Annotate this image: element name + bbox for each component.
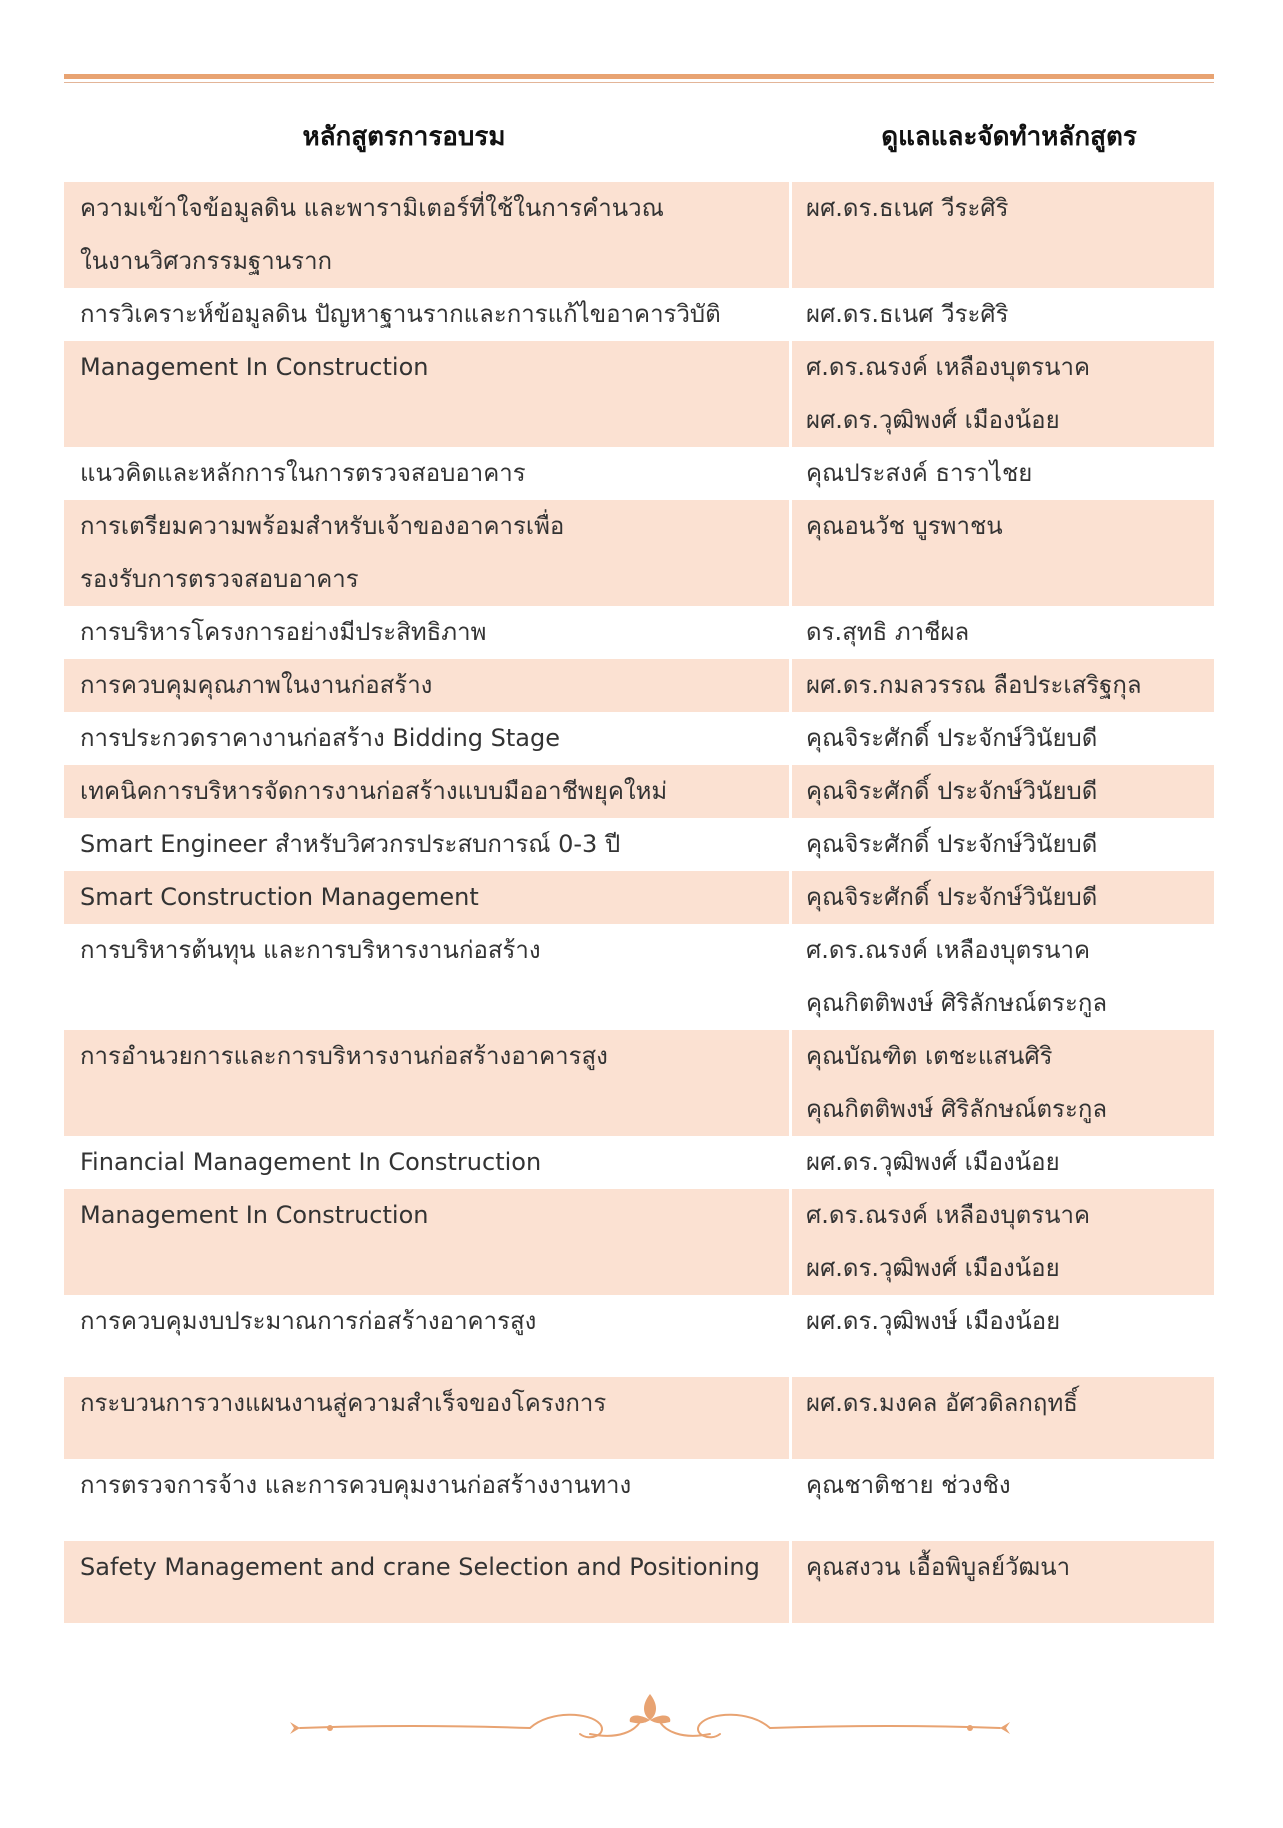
owner-cell	[792, 447, 1214, 500]
table-row	[64, 1541, 1214, 1623]
owner-cell	[792, 818, 1214, 871]
course-cell	[64, 1030, 792, 1136]
owner-cell	[792, 924, 1214, 1030]
table-body	[64, 182, 1214, 1623]
owner-line: คุณชาติชาย ช่วงชิง	[806, 1471, 1011, 1499]
course-cell	[64, 1459, 792, 1541]
owner-line: คุณประสงค์ ธาราไชย	[806, 459, 1033, 487]
table-row	[64, 447, 1214, 500]
course-line: ความเข้าใจข้อมูลดิน และพารามิเตอร์ที่ใช้ในการคำนวณ	[80, 194, 664, 222]
owner-line: ผศ.ดร.วุฒิพงษ์ เมืองน้อย	[806, 1307, 1061, 1335]
course-line: Smart Construction Management	[80, 883, 479, 911]
owner-line: ผศ.ดร.มงคล อัศวดิลกฤทธิ์	[806, 1389, 1078, 1417]
top-rule	[64, 74, 1214, 79]
owner-cell	[792, 659, 1214, 712]
owner-cell	[792, 182, 1214, 288]
table-row	[64, 1136, 1214, 1189]
owner-cell	[792, 1295, 1214, 1377]
course-line: รองรับการตรวจสอบอาคาร	[80, 565, 359, 593]
course-line: การตรวจการจ้าง และการควบคุมงานก่อสร้างงานทาง	[80, 1471, 632, 1499]
owner-cell	[792, 1030, 1214, 1136]
owner-cell	[792, 1541, 1214, 1623]
owner-line: คุณจิระศักดิ์ ประจักษ์วินัยบดี	[806, 883, 1098, 911]
header-course: หลักสูตรการอบรม	[302, 121, 506, 152]
course-line: การเตรียมความพร้อมสำหรับเจ้าของอาคารเพื่อ	[80, 512, 565, 540]
course-cell	[64, 1189, 792, 1295]
course-table	[64, 90, 1214, 1623]
course-line: Financial Management In Construction	[80, 1148, 542, 1176]
owner-line: ศ.ดร.ณรงค์ เหลืองบุตรนาค	[806, 936, 1091, 964]
owner-line: ดร.สุทธิ ภาชีผล	[806, 618, 970, 646]
owner-line: ผศ.ดร.วุฒิพงศ์ เมืองน้อย	[806, 1254, 1060, 1282]
course-cell	[64, 1295, 792, 1377]
owner-line: ผศ.ดร.ธเนศ วีระศิริ	[806, 300, 1009, 328]
course-cell	[64, 1377, 792, 1459]
table-row	[64, 1030, 1214, 1136]
owner-line: ผศ.ดร.วุฒิพงศ์ เมืองน้อย	[806, 1148, 1060, 1176]
table-row	[64, 871, 1214, 924]
course-line: การบริหารต้นทุน และการบริหารงานก่อสร้าง	[80, 936, 541, 964]
owner-line: คุณจิระศักดิ์ ประจักษ์วินัยบดี	[806, 777, 1098, 805]
course-line: Safety Management and crane Selection and Positioning	[80, 1553, 760, 1581]
course-line: การบริหารโครงการอย่างมีประสิทธิภาพ	[80, 618, 487, 646]
course-cell	[64, 341, 792, 447]
course-cell	[64, 447, 792, 500]
course-cell	[64, 606, 792, 659]
course-cell	[64, 818, 792, 871]
owner-cell	[792, 871, 1214, 924]
owner-cell	[792, 1189, 1214, 1295]
course-line: ในงานวิศวกรรมฐานราก	[80, 247, 333, 275]
table-row	[64, 1295, 1214, 1377]
owner-cell	[792, 1136, 1214, 1189]
table-row	[64, 659, 1214, 712]
course-line: การวิเคราะห์ข้อมูลดิน ปัญหาฐานรากและการแก้ไขอาคารวิบัติ	[80, 300, 721, 328]
course-line: Smart Engineer สำหรับวิศวกรประสบการณ์ 0-3 ปี	[80, 830, 621, 858]
course-line: การควบคุมงบประมาณการก่อสร้างอาคารสูง	[80, 1307, 537, 1335]
owner-line: คุณจิระศักดิ์ ประจักษ์วินัยบดี	[806, 724, 1098, 752]
course-line: การประกวดราคางานก่อสร้าง Bidding Stage	[80, 724, 561, 752]
owner-cell	[792, 606, 1214, 659]
course-line: การอำนวยการและการบริหารงานก่อสร้างอาคารสูง	[80, 1042, 608, 1070]
owner-cell	[792, 712, 1214, 765]
course-line: Management In Construction	[80, 1201, 429, 1229]
table-row	[64, 1459, 1214, 1541]
course-line: กระบวนการวางแผนงานสู่ความสำเร็จของโครงการ	[80, 1389, 607, 1417]
course-cell	[64, 712, 792, 765]
course-cell	[64, 1136, 792, 1189]
course-cell	[64, 765, 792, 818]
owner-cell	[792, 341, 1214, 447]
owner-line: คุณสงวน เอื้อพิบูลย์วัฒนา	[806, 1553, 1071, 1581]
table-row	[64, 712, 1214, 765]
owner-cell	[792, 765, 1214, 818]
course-cell	[64, 182, 792, 288]
owner-line: คุณกิตติพงษ์ ศิริลักษณ์ตระกูล	[806, 1095, 1108, 1123]
top-rule-thin	[64, 82, 1214, 83]
owner-cell	[792, 1459, 1214, 1541]
owner-cell	[792, 500, 1214, 606]
table-row	[64, 1189, 1214, 1295]
flourish-ornament-icon	[290, 1690, 1010, 1750]
owner-line: คุณอนวัช บูรพาชน	[806, 512, 1003, 540]
course-line: การควบคุมคุณภาพในงานก่อสร้าง	[80, 671, 433, 699]
table-row	[64, 500, 1214, 606]
course-cell	[64, 924, 792, 1030]
course-cell	[64, 1541, 792, 1623]
table-row	[64, 341, 1214, 447]
table-row	[64, 765, 1214, 818]
course-line: แนวคิดและหลักการในการตรวจสอบอาคาร	[80, 459, 526, 487]
table-row	[64, 288, 1214, 341]
owner-line: คุณจิระศักดิ์ ประจักษ์วินัยบดี	[806, 830, 1098, 858]
course-line: เทคนิคการบริหารจัดการงานก่อสร้างแบบมืออาชีพยุคใหม่	[80, 777, 668, 805]
owner-line: ศ.ดร.ณรงค์ เหลืองบุตรนาค	[806, 353, 1091, 381]
table-row	[64, 1377, 1214, 1459]
course-cell	[64, 659, 792, 712]
owner-cell	[792, 1377, 1214, 1459]
owner-line: ศ.ดร.ณรงค์ เหลืองบุตรนาค	[806, 1201, 1091, 1229]
course-line: Management In Construction	[80, 353, 429, 381]
course-cell	[64, 288, 792, 341]
table-row	[64, 924, 1214, 1030]
table-row	[64, 818, 1214, 871]
owner-line: คุณบัณฑิต เตชะแสนศิริ	[806, 1042, 1053, 1070]
header-owner: ดูแลและจัดทำหลักสูตร	[881, 121, 1137, 152]
course-cell	[64, 500, 792, 606]
course-cell	[64, 871, 792, 924]
table-row	[64, 182, 1214, 288]
owner-line: ผศ.ดร.วุฒิพงศ์ เมืองน้อย	[806, 406, 1060, 434]
owner-line: คุณกิตติพงษ์ ศิริลักษณ์ตระกูล	[806, 989, 1108, 1017]
owner-line: ผศ.ดร.ธเนศ วีระศิริ	[806, 194, 1009, 222]
table-row	[64, 606, 1214, 659]
table-header	[64, 90, 1214, 182]
owner-line: ผศ.ดร.กมลวรรณ ลือประเสริฐกุล	[806, 671, 1142, 699]
owner-cell	[792, 288, 1214, 341]
